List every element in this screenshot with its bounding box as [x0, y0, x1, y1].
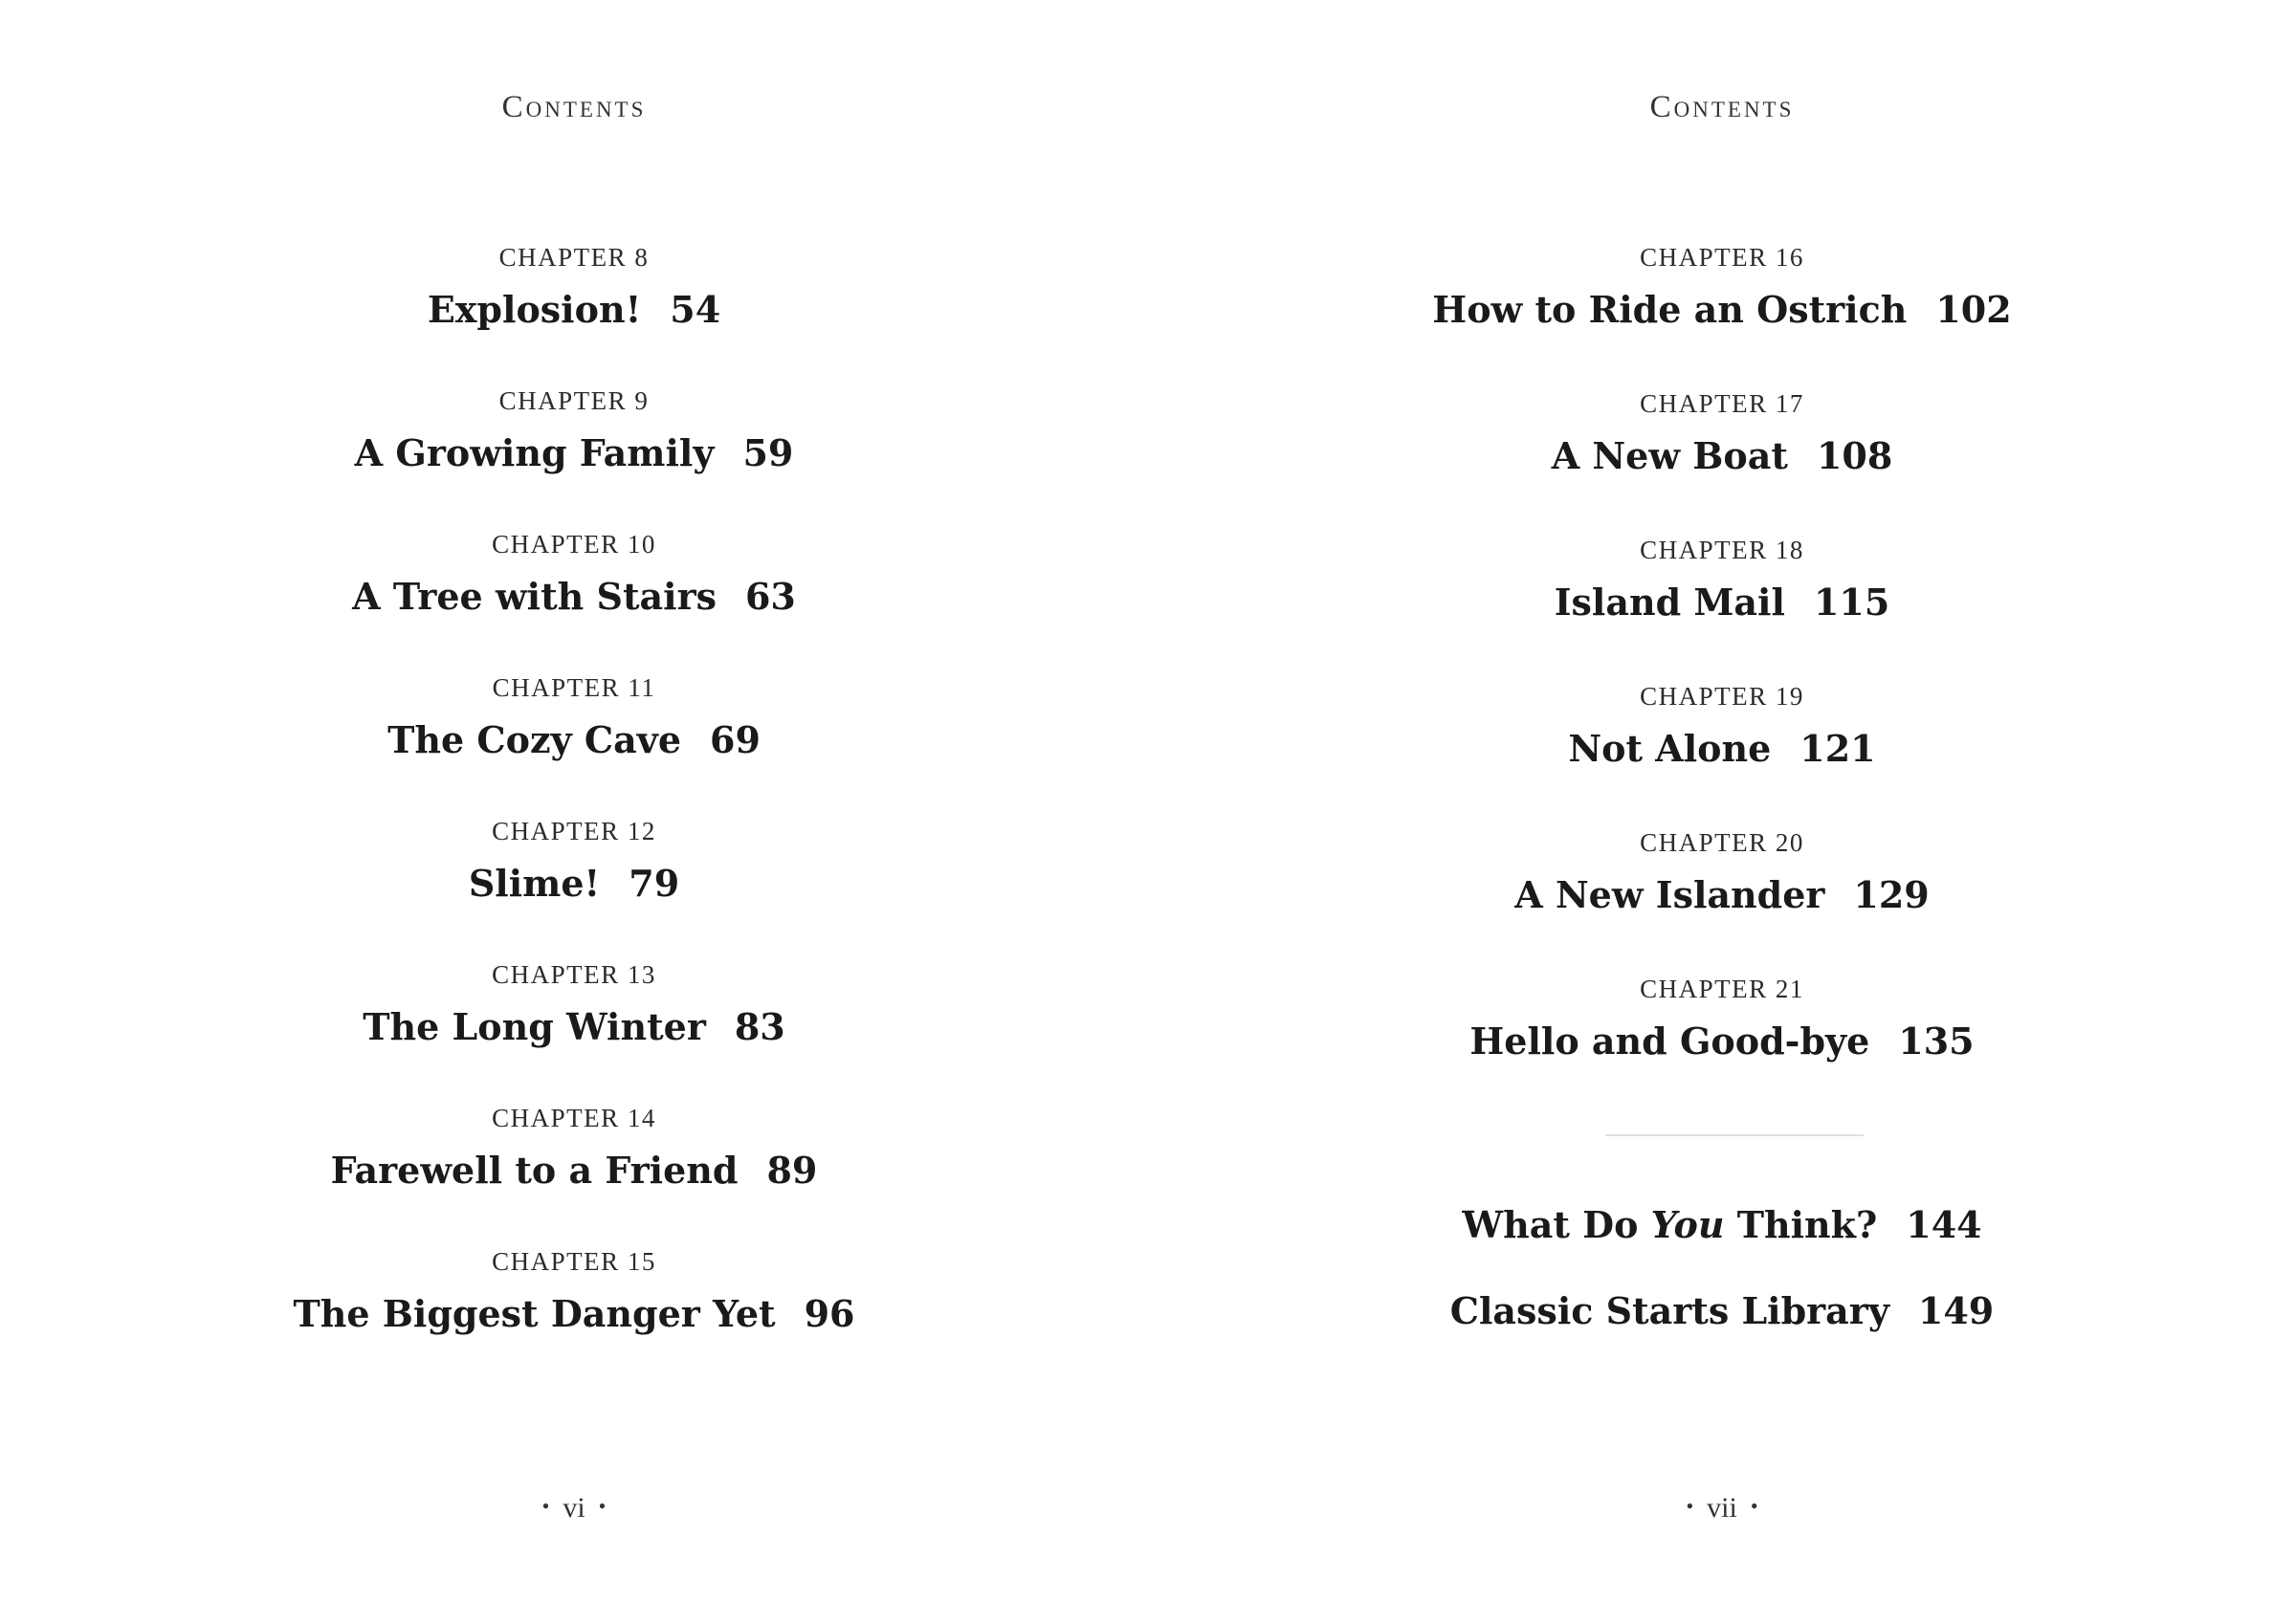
chapter-label: CHAPTER 8 — [498, 243, 650, 272]
chapter-title-line — [0, 1003, 1148, 1051]
chapter-label: CHAPTER 13 — [492, 960, 656, 989]
chapter-label: CHAPTER 17 — [1640, 389, 1804, 418]
page-number: 83 — [734, 1005, 785, 1048]
chapter-label: CHAPTER 11 — [492, 673, 656, 702]
toc-entry-chapter-11[interactable] — [0, 672, 1148, 764]
toc-entry-chapter-17[interactable] — [1148, 388, 2296, 480]
page-number: 63 — [744, 575, 796, 618]
toc-entry-chapter-15[interactable] — [0, 1246, 1148, 1338]
chapter-label: CHAPTER 18 — [1640, 536, 1804, 564]
chapter-title-line — [1148, 871, 2296, 919]
chapter-label: CHAPTER 20 — [1640, 828, 1804, 857]
chapter-label: CHAPTER 16 — [1640, 243, 1804, 272]
chapter-title: The Cozy Cave — [387, 718, 682, 761]
folio-ornament: • — [1750, 1494, 1758, 1518]
page-number: 108 — [1816, 434, 1893, 477]
folio-number: vi — [563, 1492, 585, 1524]
page-number: 69 — [710, 718, 761, 761]
chapter-label: CHAPTER 21 — [1640, 975, 1804, 1003]
chapter-title-line — [0, 429, 1148, 477]
page-number: 59 — [742, 431, 794, 474]
chapter-title-line — [1148, 1018, 2296, 1065]
chapter-title: A Growing Family — [354, 431, 715, 474]
chapter-title: A New Boat — [1551, 434, 1788, 477]
folio-left — [0, 1492, 1148, 1524]
chapter-title: A New Islander — [1514, 873, 1825, 916]
folio-ornament: • — [1686, 1494, 1694, 1518]
chapter-title: The Long Winter — [363, 1005, 706, 1048]
chapter-title: Island Mail — [1554, 581, 1785, 624]
folio-right — [1148, 1492, 2296, 1524]
chapter-title-line — [0, 1290, 1148, 1338]
toc-entry-what-do-you-think[interactable] — [1148, 1201, 2296, 1249]
toc-entry-chapter-9[interactable] — [0, 385, 1148, 477]
right-page — [1148, 0, 2296, 1601]
page-number: 54 — [670, 288, 721, 331]
chapter-label: CHAPTER 19 — [1640, 682, 1804, 711]
backmatter-title-part: Think? — [1724, 1203, 1878, 1246]
backmatter-title: Classic Starts Library — [1449, 1289, 1889, 1332]
folio-number: vii — [1707, 1492, 1737, 1524]
chapter-title-line — [1148, 432, 2296, 480]
toc-entry-chapter-12[interactable] — [0, 816, 1148, 908]
page-number: 149 — [1917, 1289, 1995, 1332]
chapter-title: How to Ride an Ostrich — [1432, 288, 1908, 331]
chapter-title: A Tree with Stairs — [352, 575, 717, 618]
toc-entry-chapter-20[interactable] — [1148, 827, 2296, 919]
toc-entry-chapter-8[interactable] — [0, 242, 1148, 334]
chapter-title-line — [0, 860, 1148, 908]
toc-entry-chapter-21[interactable] — [1148, 974, 2296, 1065]
chapter-title: Hello and Good-bye — [1469, 1020, 1870, 1063]
running-head: Contents — [501, 90, 647, 124]
chapter-label: CHAPTER 14 — [492, 1104, 656, 1132]
page-number: 96 — [804, 1292, 855, 1335]
chapter-title-line — [0, 573, 1148, 621]
chapter-label: CHAPTER 9 — [498, 386, 650, 415]
page-number: 121 — [1799, 727, 1876, 770]
chapter-label: CHAPTER 12 — [492, 817, 656, 845]
page-number: 129 — [1853, 873, 1930, 916]
backmatter-title — [1462, 1203, 1877, 1246]
backmatter-title-part: What Do — [1462, 1203, 1651, 1246]
chapter-label: CHAPTER 10 — [492, 530, 656, 559]
chapter-title: Explosion! — [427, 288, 642, 331]
toc-entry-chapter-13[interactable] — [0, 959, 1148, 1051]
toc-entry-chapter-14[interactable] — [0, 1103, 1148, 1195]
page-number: 115 — [1813, 581, 1890, 624]
backmatter-title-emphasis: You — [1650, 1203, 1725, 1246]
chapter-title: Farewell to a Friend — [330, 1149, 739, 1192]
page-number: 135 — [1898, 1020, 1975, 1063]
toc-entry-chapter-10[interactable] — [0, 529, 1148, 621]
chapter-title-line — [0, 716, 1148, 764]
toc-entry-chapter-16[interactable] — [1148, 242, 2296, 334]
chapter-title-line — [1148, 286, 2296, 334]
chapter-title: Slime! — [468, 862, 601, 905]
page-number: 79 — [629, 862, 680, 905]
page-number: 144 — [1906, 1203, 1982, 1246]
page-number: 89 — [766, 1149, 818, 1192]
chapter-title-line — [0, 286, 1148, 334]
chapter-title: Not Alone — [1568, 727, 1772, 770]
section-divider — [1605, 1134, 1864, 1136]
toc-entry-classic-starts-library[interactable] — [1148, 1287, 2296, 1335]
running-head: Contents — [1649, 90, 1795, 124]
page-number: 102 — [1935, 288, 2012, 331]
folio-ornament: • — [541, 1494, 550, 1518]
chapter-label: CHAPTER 15 — [492, 1247, 656, 1276]
chapter-title-line — [1148, 579, 2296, 626]
toc-entry-chapter-19[interactable] — [1148, 681, 2296, 773]
folio-ornament: • — [598, 1494, 607, 1518]
chapter-title-line — [0, 1147, 1148, 1195]
chapter-title-line — [1148, 725, 2296, 773]
toc-entry-chapter-18[interactable] — [1148, 535, 2296, 626]
chapter-title: The Biggest Danger Yet — [293, 1292, 776, 1335]
